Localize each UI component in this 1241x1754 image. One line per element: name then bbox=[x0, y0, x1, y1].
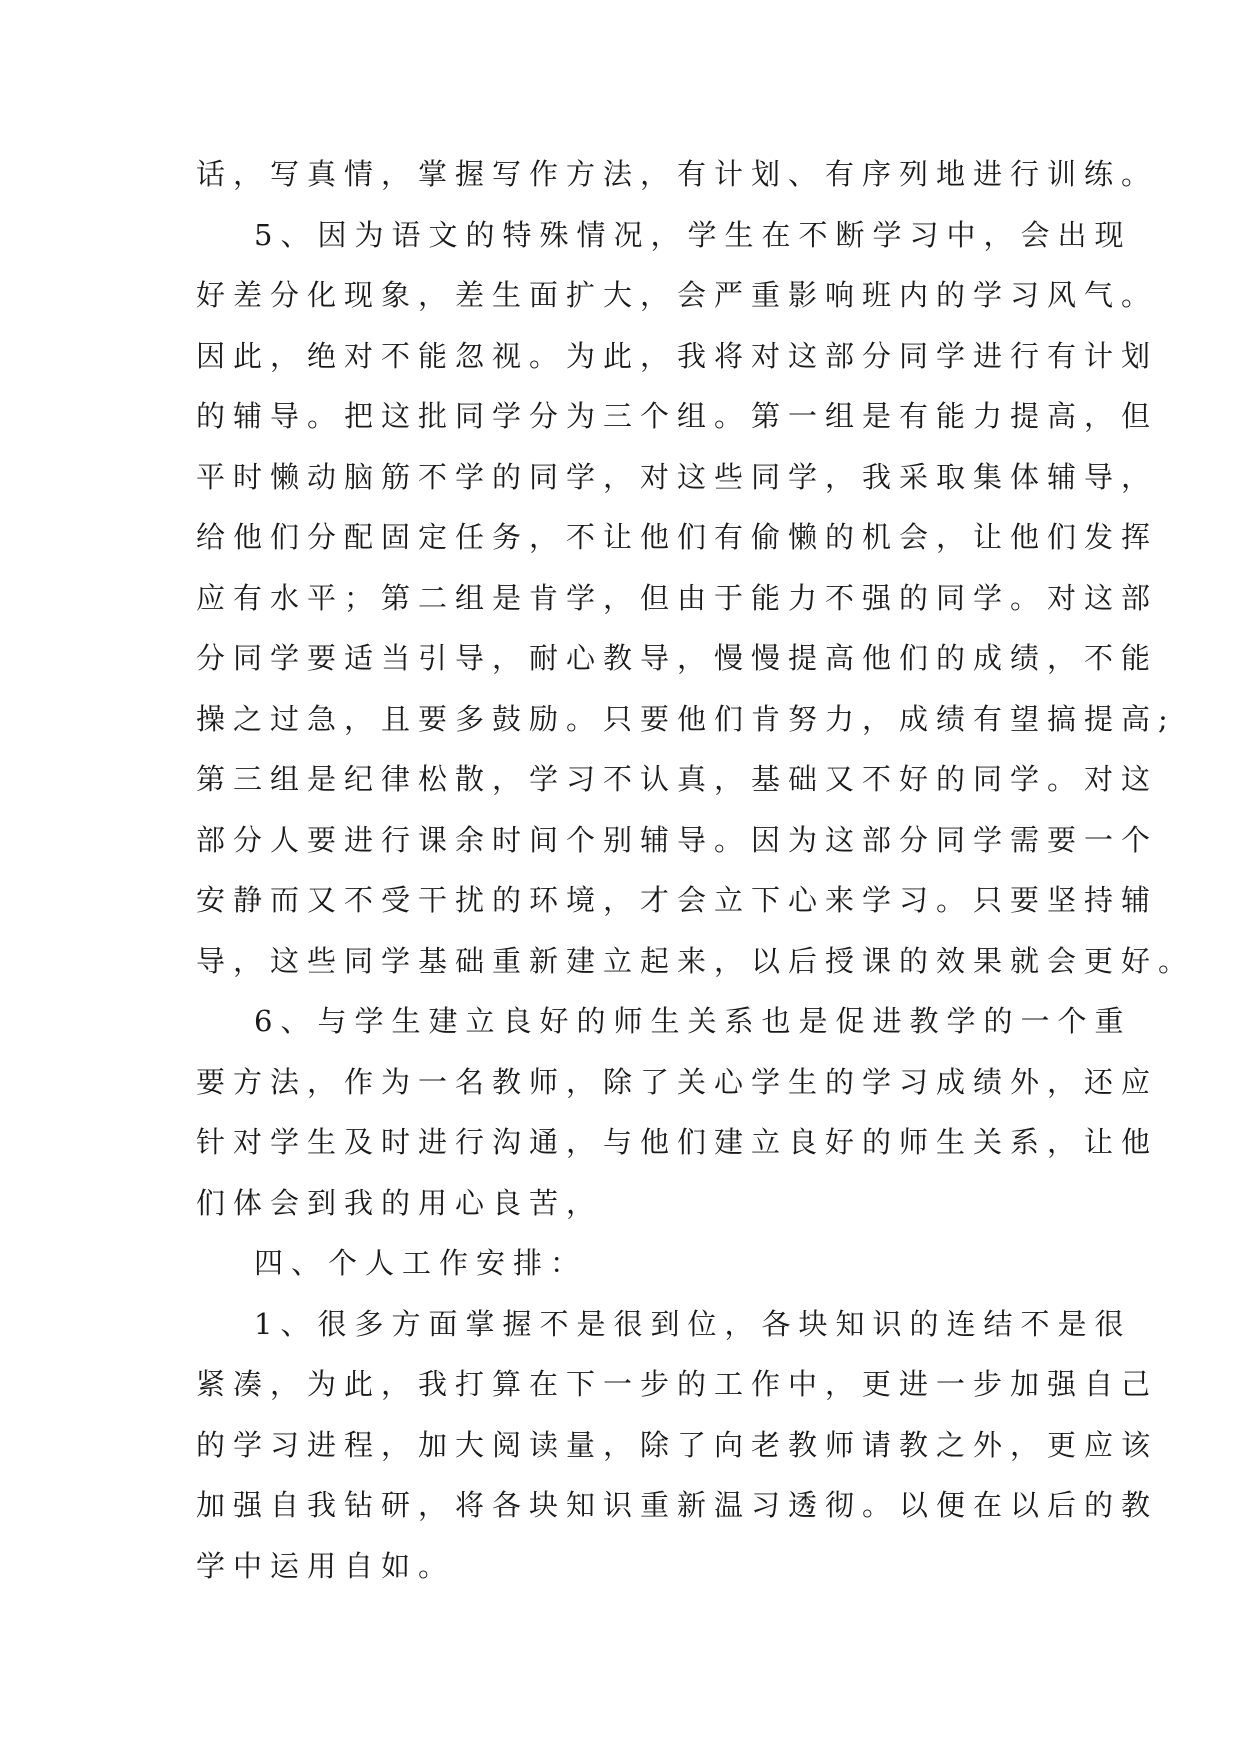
body-line: 的学习进程，加大阅读量，除了向老教师请教之外，更应该 bbox=[196, 1427, 1159, 1462]
body-line: 的辅导。把这批同学分为三个组。第一组是有能力提高，但 bbox=[196, 399, 1159, 433]
body-line: 部分人要进行课余时间个别辅导。因为这部分同学需要一个 bbox=[196, 822, 1159, 857]
body-line: 导，这些同学基础重新建立起来，以后授课的效果就会更好。 bbox=[196, 943, 1196, 978]
body-line: 安静而又不受干扰的环境，才会立下心来学习。只要坚持辅 bbox=[196, 883, 1159, 917]
body-line: 平时懒动脑筋不学的同学，对这些同学，我采取集体辅导， bbox=[196, 459, 1159, 494]
body-line: 紧凑，为此，我打算在下一步的工作中，更进一步加强自己 bbox=[196, 1367, 1159, 1401]
body-line: 操之过急，且要多鼓励。只要他们肯努力，成绩有望搞提高; bbox=[196, 701, 1176, 736]
body-line: 要方法，作为一名教师，除了关心学生的学习成绩外，还应 bbox=[196, 1064, 1159, 1099]
body-line: 应有水平；第二组是肯学，但由于能力不强的同学。对这部 bbox=[196, 580, 1159, 615]
body-line: 话，写真情，掌握写作方法，有计划、有序列地进行训练。 bbox=[196, 157, 1159, 191]
body-line: 分同学要适当引导，耐心教导，慢慢提高他们的成绩，不能 bbox=[196, 641, 1159, 675]
body-line: 针对学生及时进行沟通，与他们建立良好的师生关系，让他 bbox=[196, 1125, 1159, 1159]
body-line: 学中运用自如。 bbox=[196, 1548, 456, 1583]
body-line: 加强自我钻研，将各块知识重新温习透彻。以便在以后的教 bbox=[196, 1488, 1159, 1522]
section-heading: 四、个人工作安排： bbox=[254, 1246, 588, 1280]
body-line: 们体会到我的用心良苦， bbox=[196, 1185, 604, 1220]
paragraph-first-line: 5、因为语文的特殊情况，学生在不断学习中，会出现 bbox=[254, 217, 1132, 252]
body-line: 因此，绝对不能忽视。为此，我将对这部分同学进行有计划 bbox=[196, 338, 1159, 373]
paragraph-first-line: 6、与学生建立良好的师生关系也是促进教学的一个重 bbox=[254, 1004, 1132, 1038]
document-body bbox=[196, 157, 1196, 1612]
body-line: 好差分化现象，差生面扩大，会严重影响班内的学习风气。 bbox=[196, 278, 1159, 312]
body-line: 第三组是纪律松散，学习不认真，基础又不好的同学。对这 bbox=[196, 762, 1159, 796]
body-line: 给他们分配固定任务，不让他们有偷懒的机会，让他们发挥 bbox=[196, 520, 1159, 554]
paragraph-first-line: 1、很多方面掌握不是很到位，各块知识的连结不是很 bbox=[254, 1306, 1132, 1341]
